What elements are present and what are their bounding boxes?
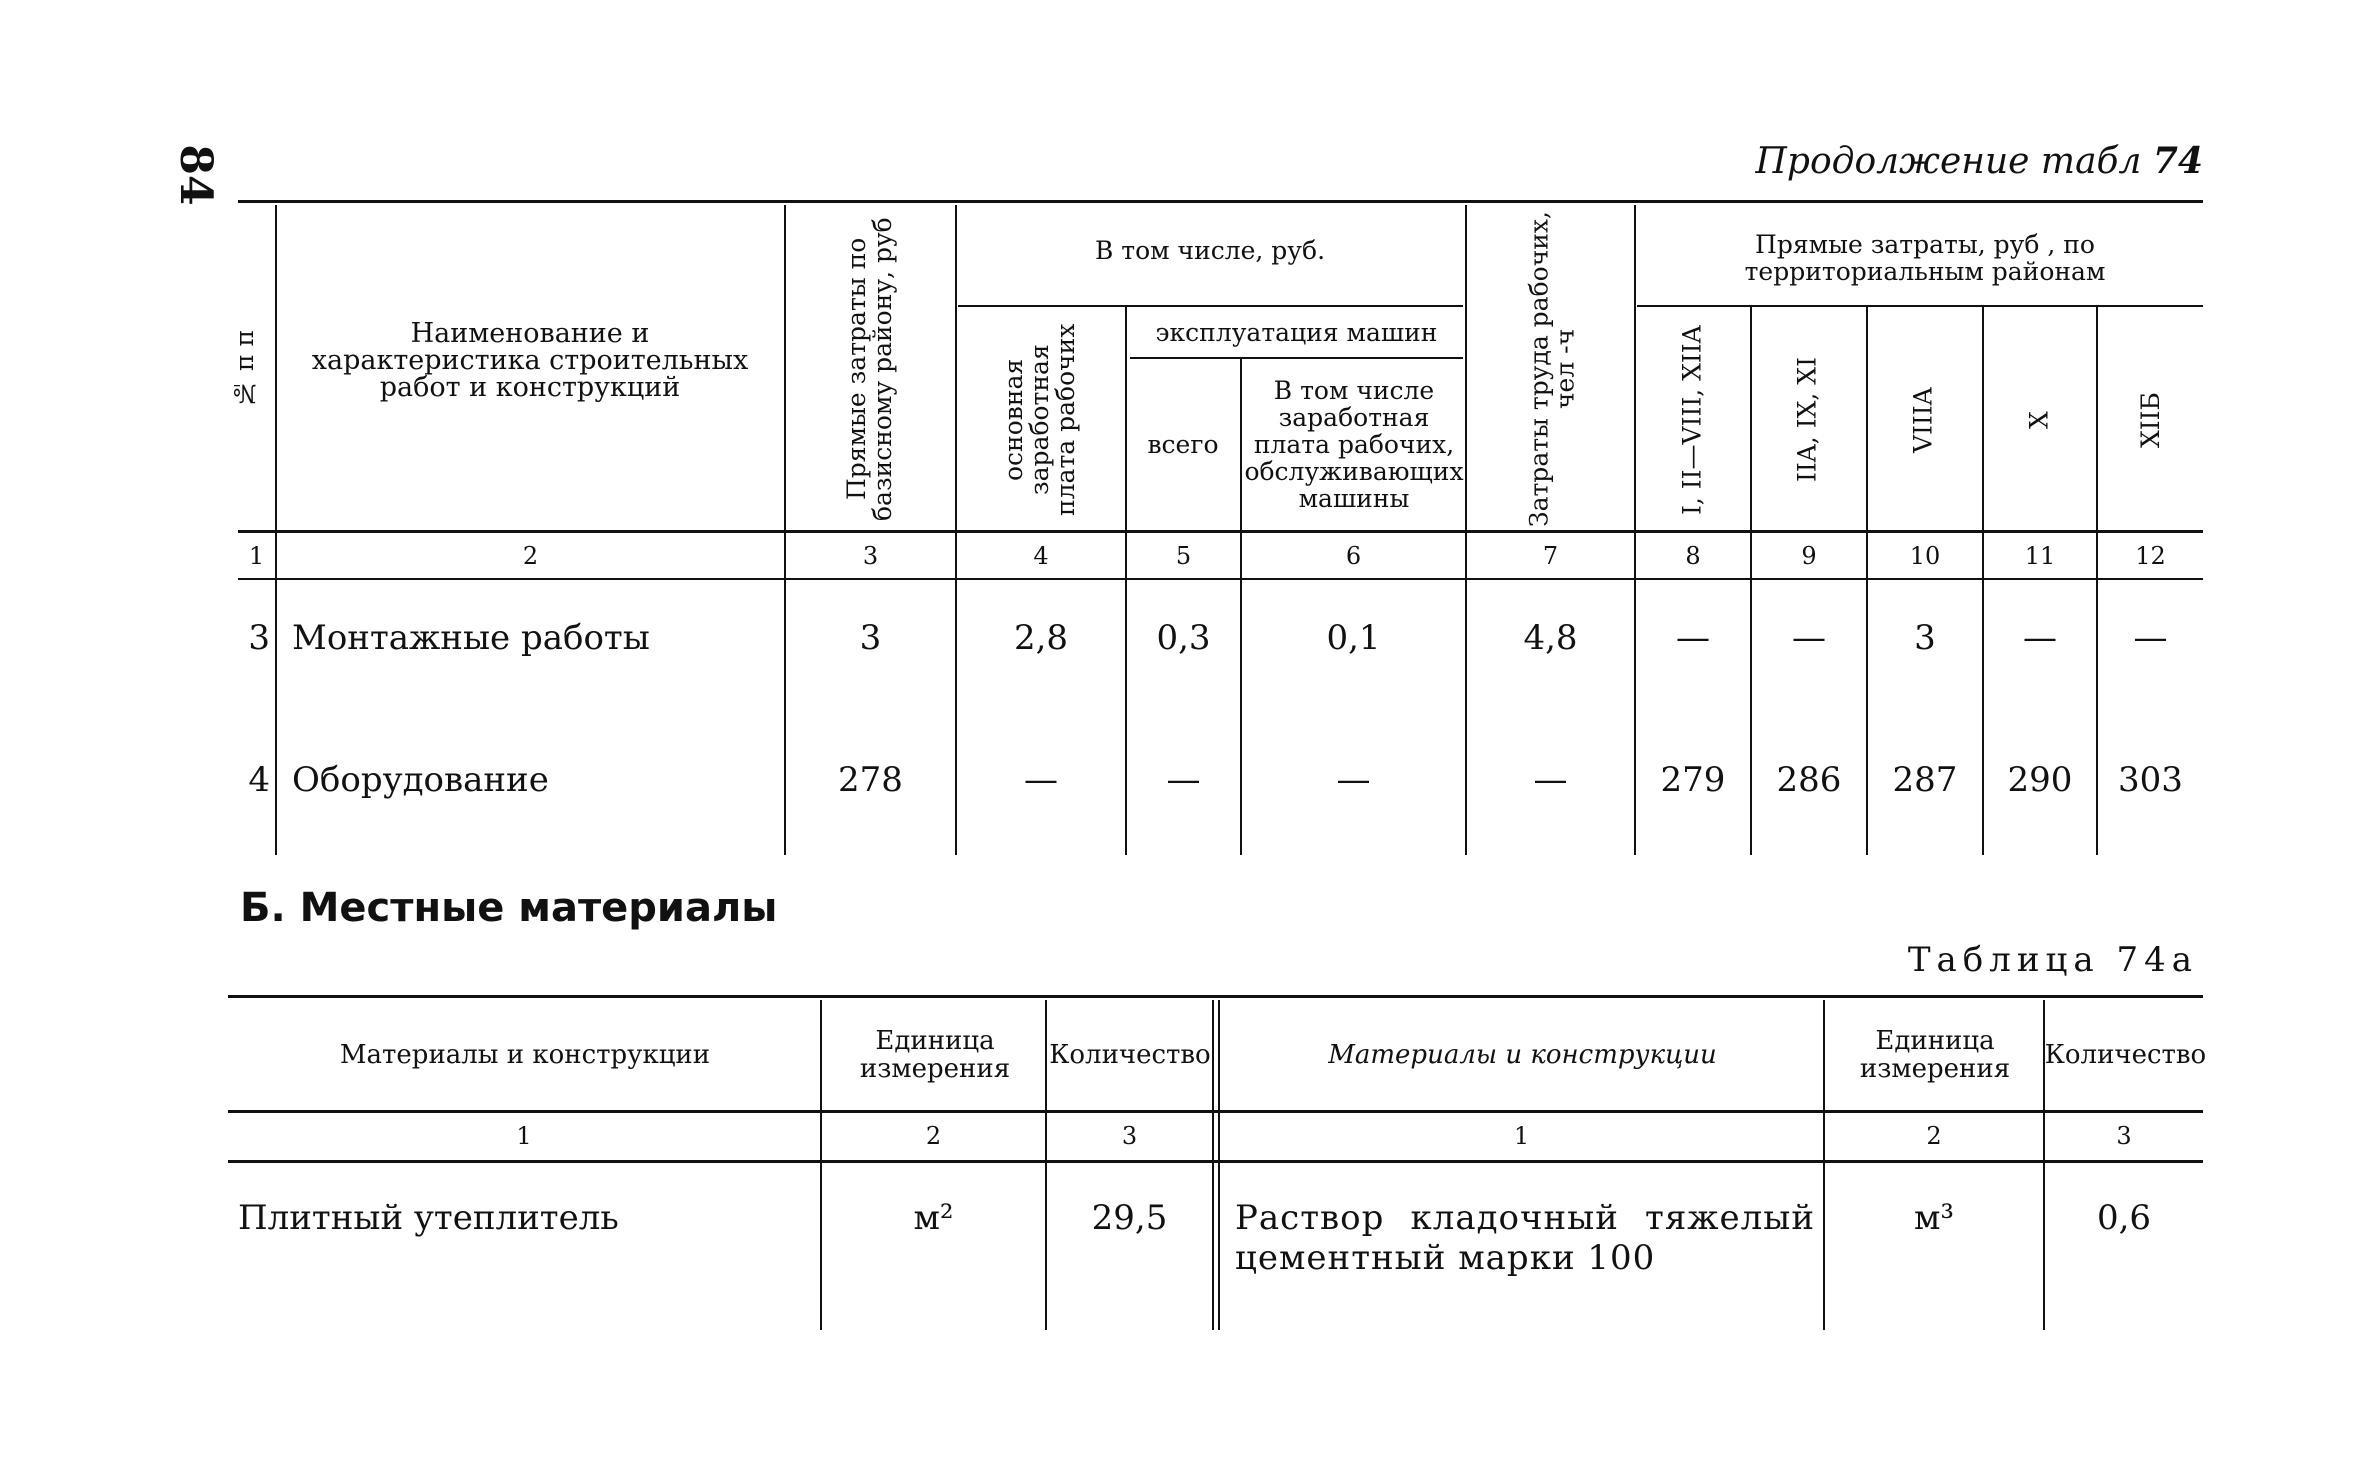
header-regional: Прямые затраты, руб , по территориальным районам — [1744, 230, 2106, 286]
continuation-label: Продолжение табл — [1755, 141, 2142, 182]
column-number: 2 — [925, 1122, 942, 1150]
header-qty-right: Количество — [2044, 1040, 2207, 1070]
column-number: 3 — [1121, 1122, 1138, 1150]
column-number: 1 — [1513, 1122, 1530, 1150]
table1-vrule — [1465, 205, 1467, 855]
machines-total: — — [1166, 760, 1201, 800]
header-machines-wages: В том числе заработная плата рабочих, обслуживающих машины — [1244, 376, 1464, 513]
table-label: Таблица 74а — [1907, 940, 2198, 980]
region-cost: 3 — [1914, 618, 1936, 658]
machines-total: 0,3 — [1156, 618, 1211, 658]
table2-vrule — [1212, 1000, 1214, 1330]
continuation-table-number: 74 — [2152, 140, 2203, 182]
column-number: 3 — [862, 542, 879, 570]
region-cost: — — [2133, 618, 2168, 658]
labor-cost: — — [1533, 760, 1568, 800]
region-cost: — — [2023, 618, 2057, 658]
header-including: В том числе, руб. — [1094, 235, 1326, 265]
table1-vrule — [275, 205, 277, 855]
work-name: Оборудование — [292, 760, 549, 800]
continuation-caption — [1756, 140, 2203, 182]
region-cost: — — [1676, 618, 1710, 658]
table2-vrule — [820, 1000, 822, 1330]
table1-vrule — [955, 205, 957, 855]
region-cost: 303 — [2118, 760, 2183, 800]
region-cost: 279 — [1660, 760, 1726, 800]
table1-machines-rule — [1130, 357, 1463, 359]
material-unit: м² — [913, 1198, 954, 1238]
header-machines: эксплуатация машин — [1155, 318, 1438, 347]
region-cost: 287 — [1892, 760, 1958, 800]
region-cost: 290 — [2007, 760, 2073, 800]
table1-vrule — [784, 205, 786, 855]
machines-wages: 0,1 — [1326, 618, 1381, 658]
header-row-number: № п п — [230, 329, 259, 409]
header-unit-left: Единица измерения — [859, 1026, 1011, 1084]
column-number: 1 — [248, 542, 265, 570]
region-cost: 286 — [1776, 760, 1842, 800]
column-number: 3 — [2116, 1122, 2132, 1150]
material-name: Плитный утеплитель — [238, 1198, 619, 1238]
page-number: 84 — [170, 144, 221, 206]
header-region-5: XIIБ — [2136, 392, 2165, 448]
header-materials-right: Материалы и конструкции — [1328, 1040, 1717, 1070]
column-number: 2 — [1926, 1122, 1942, 1150]
region-cost: — — [1792, 618, 1826, 658]
table1-including-rule — [958, 305, 1463, 307]
table1-regional-rule — [1637, 305, 2203, 307]
direct-cost: 278 — [838, 760, 903, 800]
table2-vrule — [1823, 1000, 1825, 1330]
table2-vrule — [1045, 1000, 1047, 1330]
material-quantity: 0,6 — [2096, 1198, 2152, 1238]
column-number: 10 — [1909, 542, 1941, 570]
row-number: 4 — [248, 760, 270, 800]
table2-colnum-bottom-rule — [228, 1160, 2203, 1163]
table2-header-bottom-rule — [228, 1110, 2203, 1113]
header-base-pay: основная заработная плата рабочих — [999, 323, 1080, 517]
column-number: 11 — [2024, 542, 2056, 570]
header-labor: Затраты труда рабочих, чел -ч — [1524, 211, 1580, 527]
column-number: 8 — [1685, 542, 1701, 570]
header-unit-right: Единица измерения — [1859, 1026, 2011, 1084]
column-number: 6 — [1345, 542, 1362, 570]
material-name: Раствор кладочный тяжелый цементный марки 100 — [1235, 1198, 1815, 1278]
work-name: Монтажные работы — [292, 618, 650, 658]
table1-top-rule — [238, 200, 2203, 203]
table1-vrule — [1634, 205, 1636, 855]
column-number: 4 — [1033, 542, 1049, 570]
table1-header-bottom-rule — [238, 530, 2203, 533]
header-region-3: VIIIA — [1908, 387, 1938, 453]
header-materials-left: Материалы и конструкции — [339, 1040, 711, 1070]
row-number: 3 — [248, 618, 270, 658]
column-number: 9 — [1801, 542, 1817, 570]
header-work-name: Наименование и характеристика строительных работ и конструкций — [311, 317, 749, 403]
direct-cost: 3 — [859, 618, 882, 658]
machines-wages: — — [1336, 760, 1371, 800]
header-region-4: X — [2024, 411, 2054, 429]
base-pay: — — [1024, 760, 1058, 800]
material-unit: м³ — [1913, 1198, 1955, 1238]
column-number: 12 — [2135, 542, 2166, 570]
column-number: 5 — [1175, 542, 1192, 570]
header-qty-left: Количество — [1049, 1040, 1211, 1070]
column-number: 2 — [522, 542, 539, 570]
table1-colnum-bottom-rule — [238, 578, 2203, 580]
table2-top-rule — [228, 995, 2203, 998]
base-pay: 2,8 — [1013, 618, 1069, 658]
header-machines-total: всего — [1147, 430, 1219, 459]
table2-vrule — [1218, 1000, 1220, 1330]
labor-cost: 4,8 — [1523, 618, 1578, 658]
section-title: Б. Местные материалы — [240, 885, 778, 931]
column-number: 7 — [1542, 542, 1559, 570]
material-quantity: 29,5 — [1091, 1198, 1168, 1238]
header-region-2: IIA, IX, XI — [1792, 357, 1822, 483]
column-number: 1 — [516, 1122, 532, 1150]
header-region-1: I, II—VIII, XIIA — [1677, 325, 1707, 515]
header-direct-costs: Прямые затраты по базисному району, руб — [842, 217, 897, 521]
